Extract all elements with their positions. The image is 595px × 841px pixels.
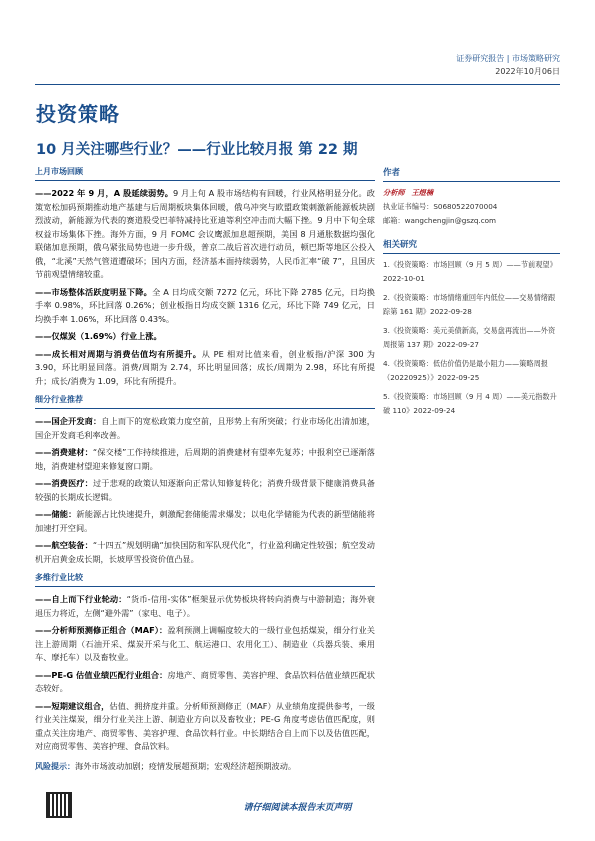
review-text: 9 月上旬 A 股市场结构有回暖，行业风格明显分化。政策宽松加码预期推动地产基建与后周期板块集体回暖，俄乌冲突与欧盟政策刺激新能源板块剧烈波动，新能源为代表的赛道股受巴菲特减持比亚迪等利空冲击而大幅下挫。9 月中下旬全球权益市场集体下挫。海外方面，9 月 FOMC 会议鹰派加息超预期，美国 8 月通胀数据均强化联储加息预期，俄乌紧张局势也进一步升级，普京二战后首次进行动员，顿巴斯等地区公投入俄，“北溪”天然气管道遭破坏；国内方面，经济基本面持续弱势，人民币汇率“破 7”，且国庆节前观望情绪较重。: [35, 188, 375, 279]
industry-text: 新能源占比快速提升，刺激配套储能需求爆发；以电化学储能为代表的新型储能将加速打开空间。: [35, 509, 375, 533]
analyst-name: 王煜楠: [411, 188, 434, 197]
email-link[interactable]: wangchengjin@gszq.com: [404, 216, 497, 225]
industry-lead: ——消费医疗：: [35, 478, 93, 488]
main-column: [35, 166, 375, 773]
review-paragraph: [35, 330, 375, 344]
review-lead: ——2022 年 9 月，A 股延续弱势。: [35, 188, 174, 198]
email-label: 邮箱：: [383, 216, 405, 225]
report-date: 2022年10月06日: [495, 67, 560, 76]
review-paragraph: [35, 348, 375, 389]
industry-text: 自上而下的宽松政策力度空前，且形势上有所突破；行业市场化出清加速，国企开发商毛利率改善。: [35, 416, 375, 440]
email-row: [383, 214, 560, 228]
doc-title: 10 月关注哪些行业？——行业比较月报 第 22 期: [36, 142, 358, 158]
industry-paragraph: [35, 508, 375, 535]
report-header: [456, 52, 560, 78]
related-report-link[interactable]: 4.《投资策略：低估价值仍是最小阻力——策略周报（20220925）》2022-09-25: [383, 359, 548, 382]
section-divider: [35, 586, 375, 587]
review-text: 从 PE 相对比值来看，创业板指/沪深 300 为 3.90，环比明显回落。消费/周期为 2.74，环比明显回落；成长/周期为 2.98，环比有所提升；成长/消费为 1.09，环比有所提升。: [35, 348, 375, 386]
industry-lead: ——航空装备：: [35, 540, 93, 550]
analyst-label: 分析师: [383, 188, 405, 197]
risk-warning: [35, 760, 375, 774]
section-title-multi: 多维行业比较: [35, 573, 83, 582]
section-title-industry: 细分行业推荐: [35, 395, 83, 404]
cert-row: [383, 200, 560, 214]
review-lead: ——仅煤炭（1.69%）行业上涨。: [35, 331, 162, 341]
multi-text: “货币-信用-实体”框架显示优势板块将转向消费与中游制造；海外衰退压力将近，左侧“避外需”（家电、电子）。: [35, 594, 375, 618]
footer-disclaimer: 请仔细阅读本报告末页声明: [243, 803, 352, 813]
multi-text: 房地产、商贸零售、美容护理、食品饮料估值业绩匹配状态较好。: [35, 669, 375, 693]
industry-lead: ——消费建材：: [35, 447, 93, 457]
section-divider: [35, 180, 375, 181]
related-report-link[interactable]: 1.《投资策略：市场回顾（9 月 5 周）——节前观望》2022-10-01: [383, 260, 557, 283]
multi-text: 盈利预测上调幅度较大的一级行业包括煤炭，细分行业关注上游周期（石油开采、煤炭开采与化工、航运港口、农用化工）、制造业（兵器兵装、乘用车、摩托车）以及畜牧业。: [35, 625, 375, 662]
multi-lead: ——PE-G 估值业绩匹配行业组合：: [35, 669, 168, 680]
industry-paragraph: [35, 539, 375, 566]
industry-paragraph: [35, 446, 375, 473]
sidebar-divider: [383, 181, 560, 182]
industry-text: “保交楼”工作持续推进，后周期的消费建材有望率先复苏；中报利空已逐渐落地，消费建材望迎来修复窗口期。: [35, 447, 375, 471]
industry-text: “十四五”规划明确“加快国防和军队现代化”，行业盈利确定性较强；航空发动机开启黄金成长期，长坡厚雪投资价值凸显。: [35, 540, 375, 564]
risk-label: 风险提示：: [35, 761, 75, 771]
cert-number: S0680522070004: [433, 202, 498, 211]
sidebar-divider: [383, 253, 560, 254]
multi-text: 估值、拥挤度并重。分析师预测修正（MAF）从业绩角度提供参考，一级行业关注煤炭，细分行业关注上游、制造业方向以及畜牧业；PE-G 角度考虑估值匹配度，则重点关注房地产、商贸零售、美容护理、食品饮料行业。中长期结合自上而下以及估值匹配，对应商贸零售、美容护理、食品饮料。: [35, 700, 375, 751]
cert-label: 执业证书编号：: [383, 202, 434, 211]
review-lead: ——成长相对周期与消费估值均有所提升。: [35, 348, 202, 359]
industry-text: 过于悲观的政策认知逐渐向正常认知修复转化；消费升级背景下健康消费具备较强的长期成长逻辑。: [35, 478, 375, 502]
multi-lead: ——分析师预测修正组合（MAF）：: [35, 625, 168, 635]
review-lead: ——市场整体活跃度明显下降。: [35, 286, 153, 297]
industry-paragraph: [35, 477, 375, 504]
header-divider: [35, 84, 560, 85]
sidebar: [383, 166, 560, 423]
risk-text: 海外市场波动加剧；疫情发展超预期；宏观经济超预期波动。: [75, 760, 297, 771]
multi-paragraph: [35, 700, 375, 754]
breadcrumb: 证券研究报告 | 市场策略研究: [456, 54, 560, 63]
review-text: 全 A 日均成交额 7272 亿元，环比下降 2785 亿元，日均换手率 0.98%，环比回落 0.26%；创业板指日均成交额 1316 亿元，环比下降 749 亿元，日均换手率 1.06%，环比回落 0.43%。: [35, 286, 375, 324]
section-title-review: 上月市场回顾: [35, 167, 83, 176]
review-paragraph: [35, 187, 375, 282]
section-divider: [35, 408, 375, 409]
industry-paragraph: [35, 415, 375, 442]
multi-lead: ——自上而下行业轮动：: [35, 594, 127, 604]
analyst-row: [383, 186, 560, 200]
industry-lead: ——储能：: [35, 509, 77, 519]
related-report-link[interactable]: 3.《投资策略：美元美债新高，交易盘再流出——外资周报第 137 期》2022-09-27: [383, 326, 556, 349]
multi-paragraph: [35, 593, 375, 620]
related-report-link[interactable]: 5.《投资策略：市场回顾（9 月 4 周）——美元指数升破 110》2022-09-24: [383, 392, 557, 415]
doc-category: 投资策略: [36, 102, 120, 126]
review-paragraph: [35, 286, 375, 327]
author-header: 作者: [383, 168, 401, 178]
industry-lead: ——国企开发商：: [35, 416, 102, 426]
related-report-link[interactable]: 2.《投资策略：市场情绪重回年内低位——交易情绪跟踪第 161 期》2022-09-28: [383, 293, 556, 316]
multi-lead: ——短期建议组合，: [35, 700, 110, 711]
multi-paragraph: [35, 624, 375, 665]
related-header: 相关研究: [383, 240, 418, 250]
multi-paragraph: [35, 669, 375, 696]
